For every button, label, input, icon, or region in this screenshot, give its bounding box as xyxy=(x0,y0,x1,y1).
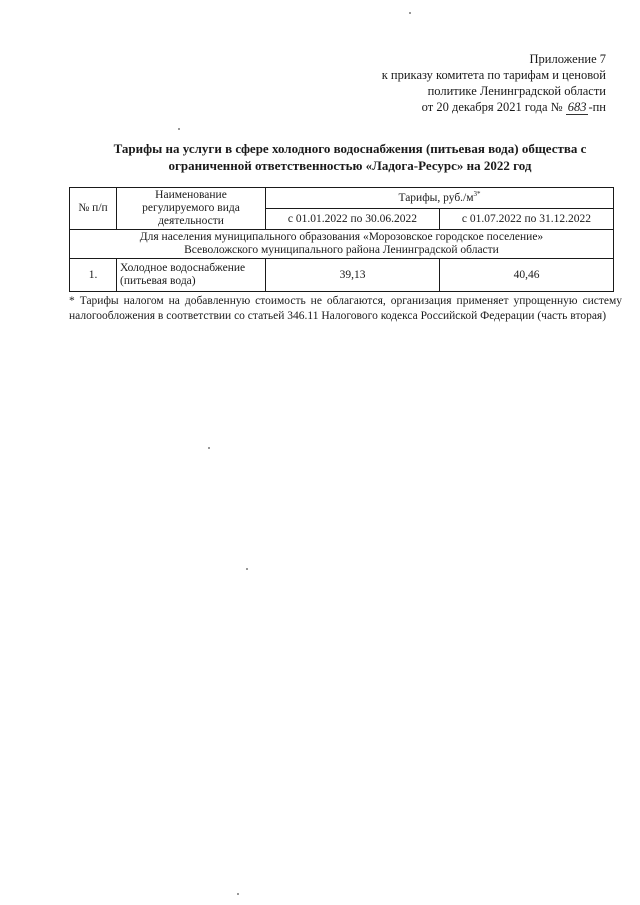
table-header-row xyxy=(70,188,614,209)
group-label xyxy=(70,230,614,259)
order-number: 683 xyxy=(567,100,587,114)
appendix-date-line xyxy=(382,99,606,115)
scan-speck xyxy=(208,447,210,449)
header-num: № п/п xyxy=(70,188,117,230)
group-line-2: Всеволожского муниципального района Ленинградской области xyxy=(184,244,499,256)
group-line-1: Для населения муниципального образования «Морозовское городское поселение» xyxy=(139,231,544,243)
header-period-1: с 01.01.2022 по 30.06.2022 xyxy=(266,209,440,230)
row-activity: Холодное водоснабжение (питьевая вода) xyxy=(117,259,266,292)
header-tariffs-sup: 3* xyxy=(473,189,481,198)
appendix-header xyxy=(382,51,606,115)
table-group-row xyxy=(70,230,614,259)
header-tariffs xyxy=(266,188,614,209)
table-row xyxy=(70,259,614,292)
header-period-2: с 01.07.2022 по 31.12.2022 xyxy=(440,209,614,230)
header-tariffs-label: Тарифы, руб./м xyxy=(398,191,474,204)
scan-speck xyxy=(409,12,411,14)
order-suffix: -пн xyxy=(588,100,606,114)
row-tariff-1: 39,13 xyxy=(266,259,440,292)
scan-speck xyxy=(246,568,248,570)
row-num: 1. xyxy=(70,259,117,292)
footnote: * Тарифы налогом на добавленную стоимость не облагаются, организация применяет упрощенную систему налогообложения в соответствии со статьей 346.11 Налогового кодекса Российской Федерации (часть вторая) xyxy=(69,295,622,322)
scan-speck xyxy=(237,893,239,895)
scan-speck xyxy=(178,128,180,130)
appendix-date: от 20 декабря 2021 года № xyxy=(421,100,563,114)
document-title xyxy=(70,140,630,174)
row-tariff-2: 40,46 xyxy=(440,259,614,292)
title-line-1: Тарифы на услуги в сфере холодного водоснабжения (питьевая вода) общества с xyxy=(113,141,587,156)
appendix-committee: политике Ленинградской области xyxy=(427,84,606,98)
tariffs-table xyxy=(69,187,614,292)
header-activity: Наименование регулируемого вида деятельности xyxy=(117,188,266,230)
appendix-title: Приложение 7 xyxy=(529,52,606,66)
appendix-order-ref: к приказу комитета по тарифам и ценовой xyxy=(381,68,606,82)
title-line-2: ограниченной ответственностью «Ладога-Ресурс» на 2022 год xyxy=(168,158,532,173)
